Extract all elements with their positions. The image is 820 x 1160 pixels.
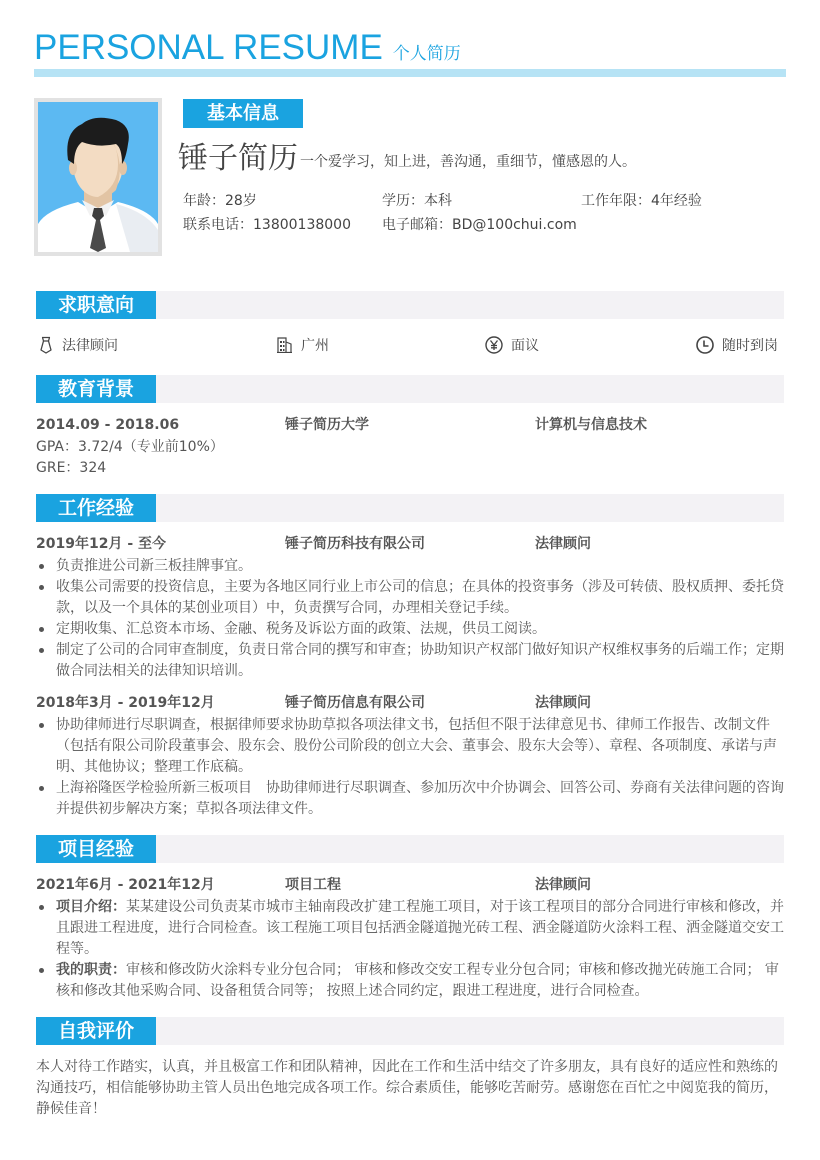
education-gpa: GPA：3.72/4（专业前10%） (36, 439, 224, 455)
bullet-label: 我的职责： (56, 962, 126, 978)
info-email: 电子邮箱：BD@100chui.com (382, 217, 577, 233)
building-icon (276, 337, 293, 353)
project-role: 法律顾问 (535, 877, 591, 893)
education-gre: GRE：324 (36, 460, 107, 476)
section-header-work (36, 494, 784, 522)
section-label-work: 工作经验 (36, 494, 156, 522)
title-english: PERSONAL RESUME (34, 28, 383, 67)
job-2-bullets (36, 715, 788, 820)
bullet-label: 项目介绍： (56, 899, 126, 915)
title-divider-bar (34, 69, 786, 77)
intent-availability-label: 随时到岗 (722, 338, 778, 354)
project-name: 项目工程 (285, 877, 341, 893)
candidate-name: 锤子简历 (178, 141, 298, 176)
intent-city (276, 335, 329, 355)
project-period: 2021年6月 - 2021年12月 (36, 877, 215, 893)
intent-city-label: 广州 (301, 338, 329, 354)
section-label-self-eval: 自我评价 (36, 1017, 156, 1045)
tie-icon (38, 336, 54, 354)
intent-position-label: 法律顾问 (62, 338, 118, 354)
list-item: 负责推进公司新三板挂牌事宜。 (36, 556, 788, 577)
list-item: 上海裕隆医学检验所新三板项目 协助律师进行尽职调查、参加历次中介协调会、回答公司、券商有关法律问题的咨询并提供初步解决方案；草拟各项法律文件。 (36, 778, 788, 820)
list-item (36, 960, 788, 1002)
education-major: 计算机与信息技术 (535, 417, 647, 433)
section-header-project (36, 835, 784, 863)
job-2-company: 锤子简历信息有限公司 (285, 695, 425, 711)
info-work-years: 工作年限：4年经验 (581, 193, 702, 209)
job-2-role: 法律顾问 (535, 695, 591, 711)
self-eval-text: 本人对待工作踏实，认真，并且极富工作和团队精神，因此在工作和生活中结交了许多朋友，具有良好的适应性和熟练的沟通技巧，相信能够协助主管人员出色地完成各项工作。综合素质佳，能够吃苦耐劳。感谢您在百忙之中阅览我的简历，静候佳音！ (36, 1059, 778, 1117)
list-item: 协助律师进行尽职调查，根据律师要求协助草拟各项法律文书，包括但不限于法律意见书、律师工作报告、改制文件（包括有限公司阶段董事会、股东会、股份公司阶段的创立大会、董事会、股东大会等）、章程、各项制度、承诺与声明、其他协议；整理工作底稿。 (36, 715, 788, 778)
candidate-motto: 一个爱学习，知上进，善沟通，重细节，懂感恩的人。 (300, 154, 636, 170)
clock-icon (696, 336, 714, 354)
job-1-role: 法律顾问 (535, 536, 591, 552)
section-label-basic-info: 基本信息 (183, 99, 303, 128)
section-header-self-eval (36, 1017, 784, 1045)
bullet-text: 某某建设公司负责某市城市主轴南段改扩建工程施工项目，对于该工程项目的部分合同进行审核和修改，并且跟进工程进度，进行合同检查。该工程施工项目包括洒金隧道抛光砖工程、洒金隧道防火涂料工程、洒金隧道交安工程等。 (56, 899, 784, 957)
section-header-education (36, 375, 784, 403)
name-row (178, 140, 636, 178)
job-1-bullets (36, 556, 788, 682)
job-1-period: 2019年12月 - 至今 (36, 536, 167, 552)
list-item: 收集公司需要的投资信息，主要为各地区同行业上市公司的信息；在具体的投资事务（涉及可转债、股权质押、委托贷款，以及一个具体的某创业项目）中，负责撰写合同，办理相关登记手续。 (36, 577, 788, 619)
photo-frame (34, 98, 162, 256)
list-item (36, 897, 788, 960)
education-period: 2014.09 - 2018.06 (36, 417, 180, 433)
intent-salary-label: 面议 (511, 338, 539, 354)
intent-position (38, 335, 118, 355)
title-chinese: 个人简历 (392, 44, 461, 64)
education-school: 锤子简历大学 (285, 417, 369, 433)
intent-availability (696, 335, 778, 355)
bullet-text: 审核和修改防火涂料专业分包合同； 审核和修改交安工程专业分包合同；审核和修改抛光砖施工合同； 审核和修改其他采购合同、设备租赁合同等； 按照上述合同约定，跟进工程进度，进行合同检查。 (56, 962, 779, 999)
info-age: 年龄：28岁 (183, 193, 257, 209)
intent-salary (485, 335, 539, 355)
section-header-intent (36, 291, 784, 319)
info-education: 学历：本科 (382, 193, 452, 209)
list-item: 制定了公司的合同审查制度，负责日常合同的撰写和审查；协助知识产权部门做好知识产权维权事务的后端工作；定期做合同法相关的法律知识培训。 (36, 640, 788, 682)
project-bullets (36, 897, 788, 1002)
section-label-intent: 求职意向 (36, 291, 156, 319)
section-label-education: 教育背景 (36, 375, 156, 403)
person-avatar-icon (38, 102, 158, 252)
section-label-project: 项目经验 (36, 835, 156, 863)
job-1-company: 锤子简历科技有限公司 (285, 536, 425, 552)
yen-icon (485, 336, 503, 354)
resume-title (34, 26, 461, 70)
list-item: 定期收集、汇总资本市场、金融、税务及诉讼方面的政策、法规，供员工阅读。 (36, 619, 788, 640)
info-phone: 联系电话：13800138000 (183, 217, 351, 233)
job-2-period: 2018年3月 - 2019年12月 (36, 695, 215, 711)
